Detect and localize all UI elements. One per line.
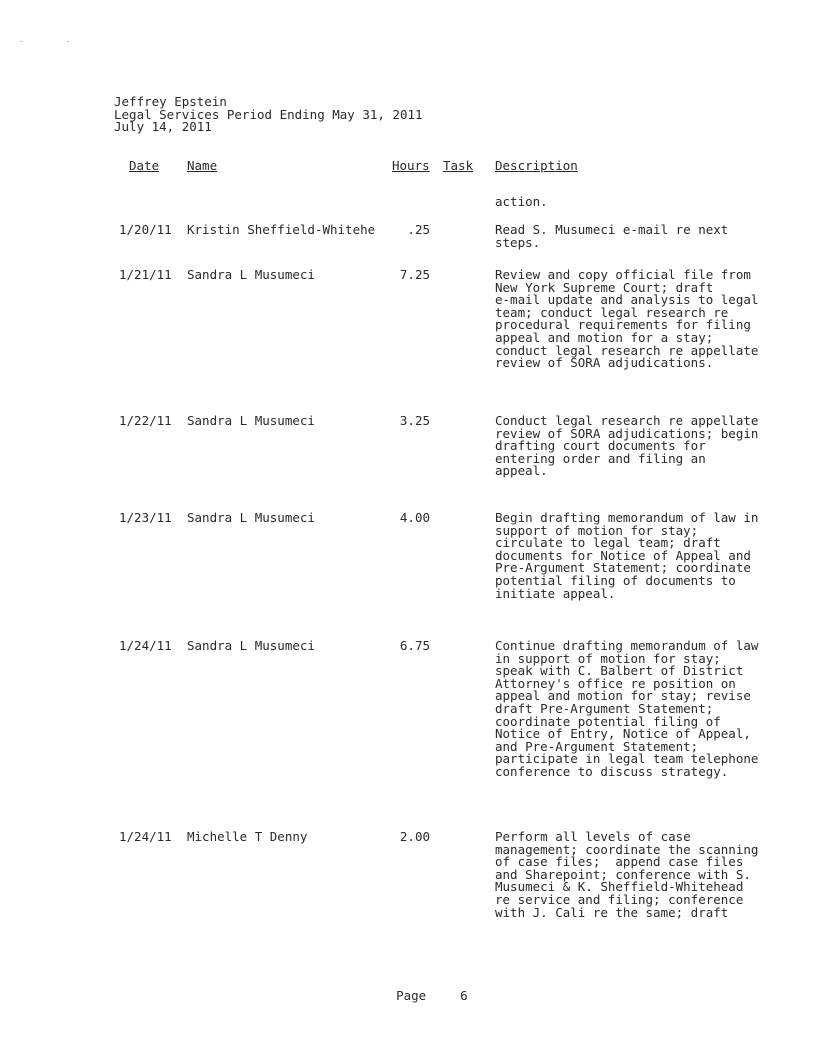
entry-name: Michelle T Denny bbox=[187, 829, 308, 844]
entry-description bbox=[495, 196, 757, 209]
entry-date: 1/22/11 bbox=[119, 413, 172, 428]
entry-description bbox=[495, 415, 757, 478]
description-line: team; conduct legal research re bbox=[495, 304, 729, 320]
description-line: documents for Notice of Appeal and bbox=[495, 547, 751, 563]
entry-description bbox=[495, 831, 757, 919]
description-line: review of SORA adjudications. bbox=[495, 355, 714, 371]
description-line: New York Supreme Court; draft bbox=[495, 279, 714, 295]
description-line: steps. bbox=[495, 234, 541, 250]
description-line: review of SORA adjudications; begin bbox=[495, 425, 759, 441]
page-label: Page bbox=[396, 987, 427, 1003]
description-line: re service and filing; conference bbox=[495, 891, 744, 907]
entry-date: 1/24/11 bbox=[119, 829, 172, 844]
description-line: e-mail update and analysis to legal bbox=[495, 292, 759, 308]
description-line: Musumeci & K. Sheffield-Whitehead bbox=[495, 879, 744, 895]
description-line: drafting court documents for bbox=[495, 438, 706, 454]
description-line: support of motion for stay; bbox=[495, 522, 699, 538]
column-header-date: Date bbox=[129, 158, 160, 173]
column-header-task: Task bbox=[443, 158, 474, 173]
entry-date: 1/24/11 bbox=[119, 638, 172, 653]
column-header-name: Name bbox=[187, 158, 218, 173]
entry-hours: 2.00 bbox=[399, 829, 430, 844]
description-line: Begin drafting memorandum of law in bbox=[495, 510, 759, 525]
description-line: Perform all levels of case bbox=[495, 829, 691, 844]
entry-description bbox=[495, 269, 757, 370]
description-line: and Pre-Argument Statement; bbox=[495, 738, 699, 754]
description-line: and Sharepoint; conference with S. bbox=[495, 866, 751, 882]
description-line: Attorney's office re position on bbox=[495, 675, 736, 691]
entry-description bbox=[495, 640, 757, 779]
entry-hours: .25 bbox=[407, 222, 430, 237]
entry-name: Sandra L Musumeci bbox=[187, 267, 315, 282]
column-header-description: Description bbox=[495, 158, 578, 173]
description-line: speak with C. Balbert of District bbox=[495, 663, 744, 679]
description-line: appeal. bbox=[495, 463, 548, 479]
description-line: in support of motion for stay; bbox=[495, 650, 721, 666]
description-line: draft Pre-Argument Statement; bbox=[495, 700, 714, 716]
entry-date: 1/23/11 bbox=[119, 510, 172, 525]
description-line: Read S. Musumeci e-mail re next bbox=[495, 222, 729, 237]
column-header-hours: Hours bbox=[392, 158, 430, 173]
entry-hours: 4.00 bbox=[399, 510, 430, 525]
document-header bbox=[114, 96, 534, 134]
description-line: conference to discuss strategy. bbox=[495, 763, 729, 779]
entry-date: 1/21/11 bbox=[119, 267, 172, 282]
description-line: coordinate potential filing of bbox=[495, 713, 721, 729]
entry-description bbox=[495, 512, 757, 600]
description-line: initiate appeal. bbox=[495, 585, 616, 601]
description-line: of case files; append case files bbox=[495, 854, 744, 870]
description-line: potential filing of documents to bbox=[495, 572, 736, 588]
scan-mark bbox=[67, 41, 69, 42]
description-line: with J. Cali re the same; draft bbox=[495, 904, 729, 920]
description-line: participate in legal team telephone bbox=[495, 751, 759, 767]
entry-hours: 7.25 bbox=[399, 267, 430, 282]
statement-date: July 14, 2011 bbox=[114, 119, 212, 135]
description-line: Notice of Entry, Notice of Appeal, bbox=[495, 726, 751, 742]
description-line: management; coordinate the scanning bbox=[495, 841, 759, 857]
entry-name: Sandra L Musumeci bbox=[187, 510, 315, 525]
billing-period: Legal Services Period Ending May 31, 2011 bbox=[114, 106, 423, 122]
entry-name: Kristin Sheffield-Whitehe bbox=[187, 222, 376, 237]
description-line: Pre-Argument Statement; coordinate bbox=[495, 560, 751, 576]
page-footer bbox=[381, 977, 468, 1002]
description-line: entering order and filing an bbox=[495, 450, 706, 466]
scan-mark bbox=[20, 41, 22, 42]
entry-name: Sandra L Musumeci bbox=[187, 638, 315, 653]
entry-date: 1/20/11 bbox=[119, 222, 172, 237]
description-line: appeal and motion for stay; revise bbox=[495, 688, 751, 704]
entry-description bbox=[495, 224, 757, 249]
entry-hours: 6.75 bbox=[399, 638, 430, 653]
client-name: Jeffrey Epstein bbox=[114, 94, 227, 109]
description-line: conduct legal research re appellate bbox=[495, 342, 759, 358]
description-line: action. bbox=[495, 194, 548, 209]
description-line: appeal and motion for a stay; bbox=[495, 329, 714, 345]
description-line: procedural requirements for filing bbox=[495, 317, 751, 333]
entry-hours: 3.25 bbox=[399, 413, 430, 428]
page-number: 6 bbox=[460, 987, 468, 1003]
description-line: circulate to legal team; draft bbox=[495, 535, 721, 551]
description-line: Conduct legal research re appellate bbox=[495, 413, 759, 428]
description-line: Review and copy official file from bbox=[495, 267, 751, 282]
description-line: Continue drafting memorandum of law bbox=[495, 638, 759, 653]
entry-name: Sandra L Musumeci bbox=[187, 413, 315, 428]
